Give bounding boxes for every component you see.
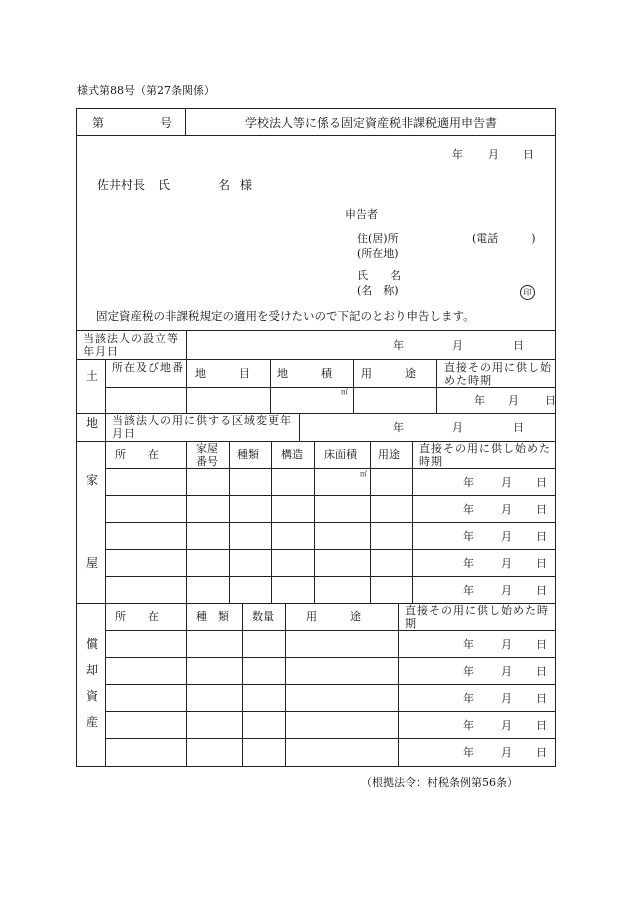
addressee-sama: 様 (240, 178, 253, 192)
legal-basis: （根拠法令：村税条例第56条） (361, 776, 518, 789)
house-row2-year: 年 (463, 503, 474, 516)
land-change-day-label: 日 (513, 421, 524, 434)
addressee-shi: 氏 (158, 178, 171, 192)
house-col-time: 直接その用に供し始めた時期 (419, 442, 551, 468)
house-col-structure: 構造 (281, 448, 303, 461)
asset-row1-month: 月 (501, 638, 512, 651)
asset-row3-day: 日 (536, 692, 547, 705)
house-row2-day: 日 (536, 503, 547, 516)
depreciable-col-qty: 数量 (252, 610, 274, 623)
number-label-go: 号 (160, 116, 173, 130)
land-year-label: 年 (474, 394, 485, 407)
house-row4-day: 日 (536, 557, 547, 570)
house-floor-unit: ㎡ (360, 470, 367, 478)
land-label-top: 土 (86, 369, 99, 383)
depreciable-col-type: 種 類 (196, 610, 229, 623)
applicant-name-label: 氏 名 (357, 269, 401, 282)
depreciable-col-use: 用 途 (306, 610, 361, 623)
depreciable-col-location: 所 在 (115, 610, 159, 623)
asset-row4-year: 年 (463, 719, 474, 732)
house-row3-year: 年 (463, 530, 474, 543)
land-change-label: 当該法人の用に供する区域変更年月日 (112, 414, 292, 440)
seal-mark: 印 (520, 285, 535, 300)
land-col-use: 用 途 (361, 367, 416, 380)
house-row2-month: 月 (501, 503, 512, 516)
date-year-label: 年 (452, 148, 463, 161)
land-change-month-label: 月 (452, 421, 463, 434)
date-month-label: 月 (488, 148, 499, 161)
land-change-year-label: 年 (393, 421, 404, 434)
asset-row4-day: 日 (536, 719, 547, 732)
asset-row2-month: 月 (501, 665, 512, 678)
land-month-label: 月 (508, 394, 519, 407)
house-label-bottom: 屋 (86, 556, 99, 570)
land-label-bottom: 地 (86, 416, 99, 430)
date-day-label: 日 (523, 148, 534, 161)
asset-row5-day: 日 (536, 746, 547, 759)
establishment-month-label: 月 (452, 339, 463, 352)
application-statement: 固定資産税の非課税規定の適用を受けたいので下記のとおり申告します。 (96, 309, 475, 323)
number-label-dai: 第 (92, 116, 105, 130)
house-row5-day: 日 (536, 584, 547, 597)
applicant-address-label: 住(居)所 (357, 232, 399, 245)
house-col-type: 種類 (237, 448, 259, 461)
house-row3-month: 月 (501, 530, 512, 543)
land-day-label: 日 (545, 394, 556, 407)
asset-row3-year: 年 (463, 692, 474, 705)
asset-row5-month: 月 (501, 746, 512, 759)
house-col-location: 所 在 (115, 448, 159, 461)
house-label-top: 家 (86, 473, 99, 487)
house-row1-year: 年 (463, 476, 474, 489)
applicant-phone-label: (電話 ) (472, 232, 536, 245)
depreciable-label-4: 産 (86, 715, 99, 729)
land-area-unit: ㎡ (341, 388, 348, 396)
house-col-use: 用途 (378, 448, 400, 461)
form-title: 学校法人等に係る固定資産税非課税適用申告書 (245, 116, 498, 130)
applicant-name-sub: (名 称) (357, 284, 399, 297)
land-col-time: 直接その用に供し始めた時期 (444, 361, 552, 387)
land-col-location: 所在及び地番 (112, 361, 184, 374)
house-row4-year: 年 (463, 557, 474, 570)
establishment-day-label: 日 (513, 339, 524, 352)
house-row1-day: 日 (536, 476, 547, 489)
applicant-address-sub: (所在地) (357, 247, 399, 260)
house-row5-year: 年 (463, 584, 474, 597)
depreciable-col-time: 直接その用に供し始めた時期 (405, 604, 549, 630)
asset-row2-year: 年 (463, 665, 474, 678)
house-row5-month: 月 (501, 584, 512, 597)
asset-row5-year: 年 (463, 746, 474, 759)
house-col-floor: 床面積 (324, 448, 357, 461)
asset-row2-day: 日 (536, 665, 547, 678)
form-number: 様式第88号（第27条関係） (77, 84, 215, 97)
asset-row3-month: 月 (501, 692, 512, 705)
addressee-village: 佐井村長 (97, 178, 146, 192)
asset-row1-year: 年 (463, 638, 474, 651)
house-col-number: 家屋番号 (196, 442, 218, 468)
land-col-area: 地 積 (277, 367, 332, 380)
house-row3-day: 日 (536, 530, 547, 543)
depreciable-label-3: 資 (86, 689, 99, 703)
asset-row1-day: 日 (536, 638, 547, 651)
depreciable-label-1: 償 (86, 637, 99, 651)
establishment-label: 当該法人の設立等年月日 (83, 332, 179, 358)
establishment-year-label: 年 (393, 339, 404, 352)
land-col-category: 地 目 (195, 367, 250, 380)
depreciable-label-2: 却 (86, 663, 99, 677)
house-row1-month: 月 (501, 476, 512, 489)
house-row4-month: 月 (501, 557, 512, 570)
asset-row4-month: 月 (501, 719, 512, 732)
applicant-label: 申告者 (345, 208, 378, 221)
addressee-name: 名 (218, 178, 231, 192)
